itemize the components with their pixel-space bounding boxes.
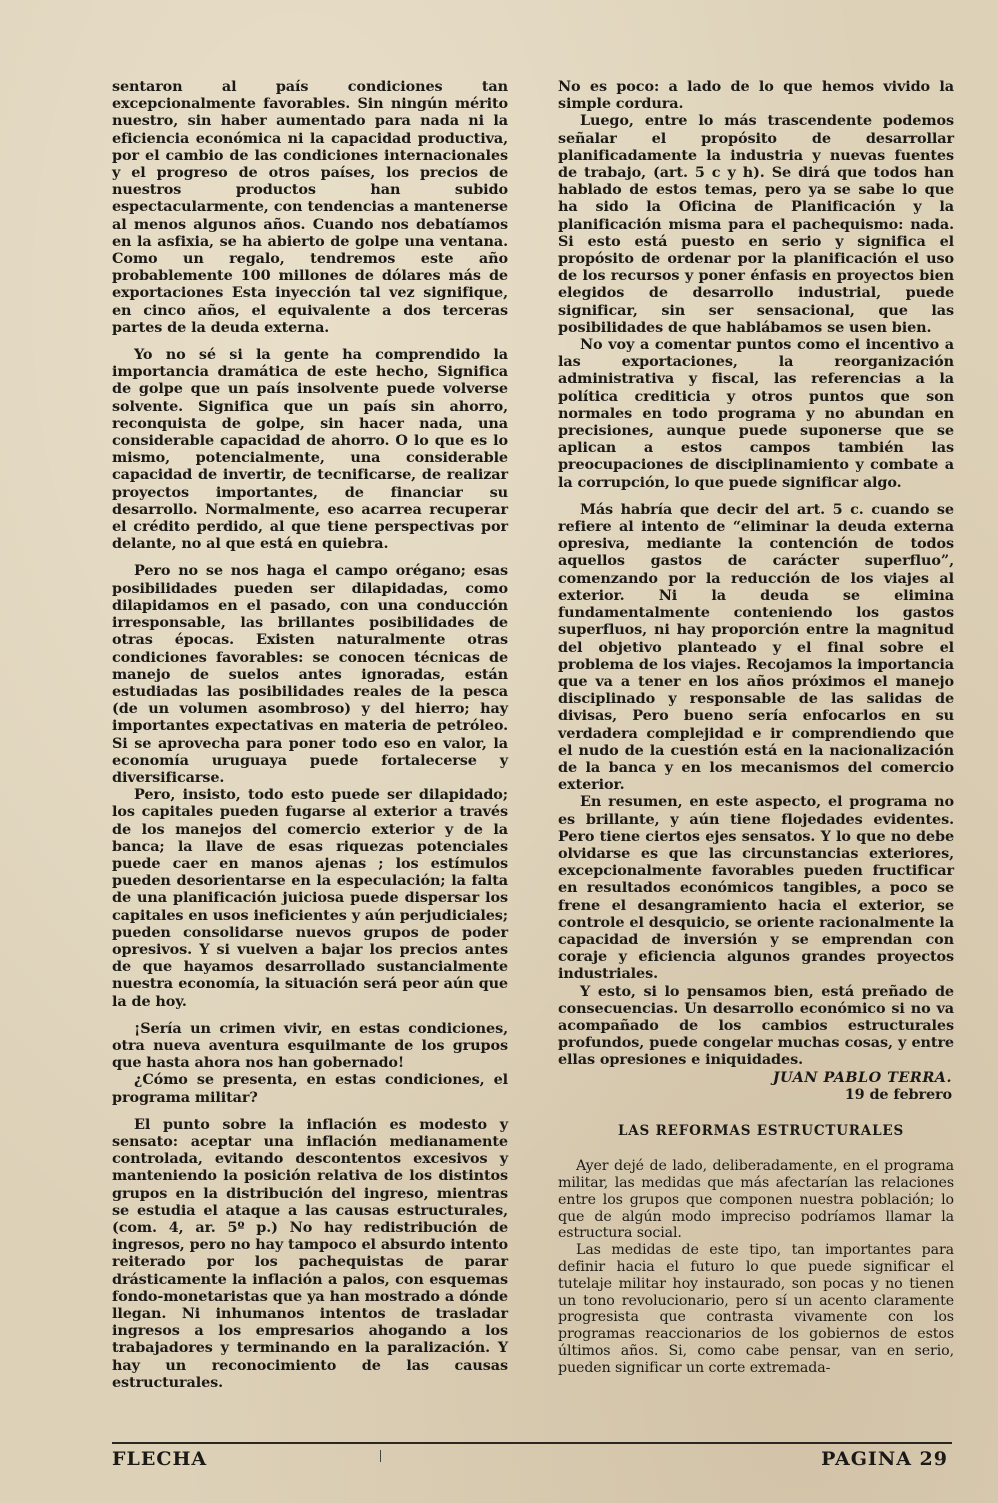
paragraph: Yo no sé si la gente ha comprendido la importancia dramática de este hecho, Significa de golpe que un país insolvente puede volverse solvente. Significa que un país sin ahorro, reconquista de golpe, sin hacer nada, una considerable capacidad de ahorro. O lo que es lo mismo, potencialmente, una considerable capacidad de invertir, de tecnificarse, de realizar proyectos importantes, de financiar su desarrollo. Normalmente, eso acarrea recuperar el crédito perdido, al que tiene perspectivas por delante, no al que está en quiebra. (112, 346, 508, 553)
paragraph: Y esto, si lo pensamos bien, está preñado de consecuencias. Un desarrollo económico si no va acompañado de los cambios estructurales profundos, puede congelar muchas cosas, y entre ellas opresiones e iniquidades. (558, 982, 954, 1069)
left-column (112, 78, 508, 1391)
paragraph: Ayer dejé de lado, deliberadamente, en el programa militar, las medidas que más afectarían las relaciones entre los grupos que componen nuestra población; lo que de algún modo impreciso podríamos llamar la estructura social. (558, 1158, 954, 1242)
paragraph: No es poco: a lado de lo que hemos vivido la simple cordura. (558, 78, 954, 113)
paragraph: El punto sobre la inflación es modesto y sensato: aceptar una inflación medianamente controlada, evitando descontentos excesivos y manteniendo la posición relativa de los distintos grupos en la distribución del ingreso, mientras se estudia el ataque a las causas estructurales, (com. 4, ar. 5º p.) No hay redistribución de ingresos, pero no hay tampoco el absurdo intento reiterado por los pachequistas de parar drásticamente la inflación a palos, con esquemas fondo-monetaristas que ya han mostrado a dónde llegan. Ni inhumanos intentos de trasladar ingresos a los empresarios ahogando a los trabajadores y terminando en la paralización. Y hay un reconocimiento de las causas estructurales. (112, 1115, 508, 1391)
footer-tick-mark (380, 1450, 381, 1462)
author-signature: JUAN PABLO TERRA. (772, 1068, 952, 1086)
article-date: 19 de febrero (844, 1085, 952, 1103)
section-heading: LAS REFORMAS ESTRUCTURALES (617, 1122, 905, 1139)
paragraph: sentaron al país condiciones tan excepcionalmente favorables. Sin ningún mérito nuestro, sin haber aumentado para nada ni la eficiencia económica ni la capacidad productiva, por el cambio de las condiciones internacionales y el progreso de otros países, los precios de nuestros productos han subido espectacularmente, con tendencias a mantenerse al menos algunos años. Cuando nos debatíamos en la asfixia, se ha abierto de golpe una ventana. Como un regalo, tendremos este año probablemente 100 millones de dólares más de exportaciones Esta inyección tal vez signifique, en cinco años, el equivalente a dos terceras partes de la deuda externa. (112, 78, 508, 336)
paragraph: Pero no se nos haga el campo orégano; esas posibilidades pueden ser dilapidadas, como dilapidamos en el pasado, con una conducción irresponsable, las brillantes posibilidades de otras épocas. Existen naturalmente otras condiciones favorables: se conocen técnicas de manejo de suelos antes ignoradas, están estudiadas las posibilidades reales de la pesca (de un volumen asombroso) y del hierro; hay importantes expectativas en materia de petróleo. Si se aprovecha para poner todo eso en valor, la economía uruguaya puede fortalecerse y diversificarse. (112, 562, 508, 786)
right-column (558, 78, 954, 1377)
paragraph: Pero, insisto, todo esto puede ser dilapidado; los capitales pueden fugarse al exterior a través de los manejos del comercio exterior y de la banca; la llave de esas riquezas potenciales puede caer en manos ajenas ; los estímulos pueden desorientarse en la especulación; la falta de una planificación juiciosa puede dispersar los capitales en usos ineficientes y aún perjudiciales; pueden consolidarse nuevos grupos de poder opresivos. Y si vuelven a bajar los precios antes de que hayamos desarrollado sustancialmente nuestra economía, la situación será peor aún que la de hoy. (112, 786, 508, 1010)
paragraph: Más habría que decir del art. 5 c. cuando se refiere al intento de “eliminar la deuda externa opresiva, mediante la contención de todos aquellos gastos de carácter superfluo”, comenzando por la reducción de los viajes al exterior. Ni la deuda se elimina fundamentalmente conteniendo los gastos superfluos, ni hay proporción entre la magnitud del objetivo planteado y el final sobre el problema de los viajes. Recojamos la importancia que va a tener en los años próximos el manejo disciplinado y responsable de las salidas de divisas, Pero bueno sería enfocarlos en su verdadera complejidad e ir comprendiendo que el nudo de la cuestión está en la nacionalización de la banca y en los mecanismos del comercio exterior. (558, 500, 954, 794)
publication-name: FLECHA (112, 1448, 208, 1470)
paragraph: ¿Cómo se presenta, en estas condiciones, el programa militar? (112, 1071, 508, 1106)
page-number: PAGINA 29 (821, 1448, 948, 1470)
paragraph: ¡Sería un crimen vivir, en estas condiciones, otra nueva aventura esquilmante de los grupos que hasta ahora nos han gobernado! (112, 1019, 508, 1072)
footer-rule (112, 1442, 952, 1444)
section-body (558, 1158, 954, 1376)
paragraph: Luego, entre lo más trascendente podemos señalar el propósito de desarrollar planificadamente la industria y nuevas fuentes de trabajo, (art. 5 c y h). Se dirá que todos han hablado de estos temas, pero ya se sabe lo que ha sido la Oficina de Planificación y la planificación misma para el pachequismo: nada. Si esto está puesto en serio y significa el propósito de ordenar por la planificación el uso de los recursos y poner énfasis en proyectos bien elegidos de desarrollo industrial, puede significar, sin ser sensacional, que las posibilidades de que hablábamos se usen bien. (558, 112, 954, 336)
paragraph: No voy a comentar puntos como el incentivo a las exportaciones, la reorganización administrativa y fiscal, las referencias a la política crediticia y otros puntos que son normales en todo programa y no abundan en precisiones, aunque puede suponerse que se aplican a estos campos también las preocupaciones de disciplinamiento y combate a la corrupción, lo que puede significar algo. (558, 336, 954, 491)
paragraph: Las medidas de este tipo, tan importantes para definir hacia el futuro lo que puede significar el tutelaje militar hoy instaurado, son pocas y no tienen un tono revolucionario, pero sí un acento claramente progresista que contrasta vivamente con los programas reaccionarios de los gobiernos de estos últimos años. Si, como cabe pensar, van en serio, pueden significar un corte extremada- (558, 1242, 954, 1376)
paragraph: En resumen, en este aspecto, el programa no es brillante, y aún tiene flojedades evidentes. Pero tiene ciertos ejes sensatos. Y lo que no debe olvidarse es que las circunstancias exteriores, excepcionalmente favorables pueden fructificar en resultados económicos tangibles, a poco se frene el desangramiento hacia el exterior, se controle el desquicio, se oriente racionalmente la capacidad de inversión y se emprendan con coraje y eficiencia algunos grandes proyectos industriales. (558, 793, 954, 983)
